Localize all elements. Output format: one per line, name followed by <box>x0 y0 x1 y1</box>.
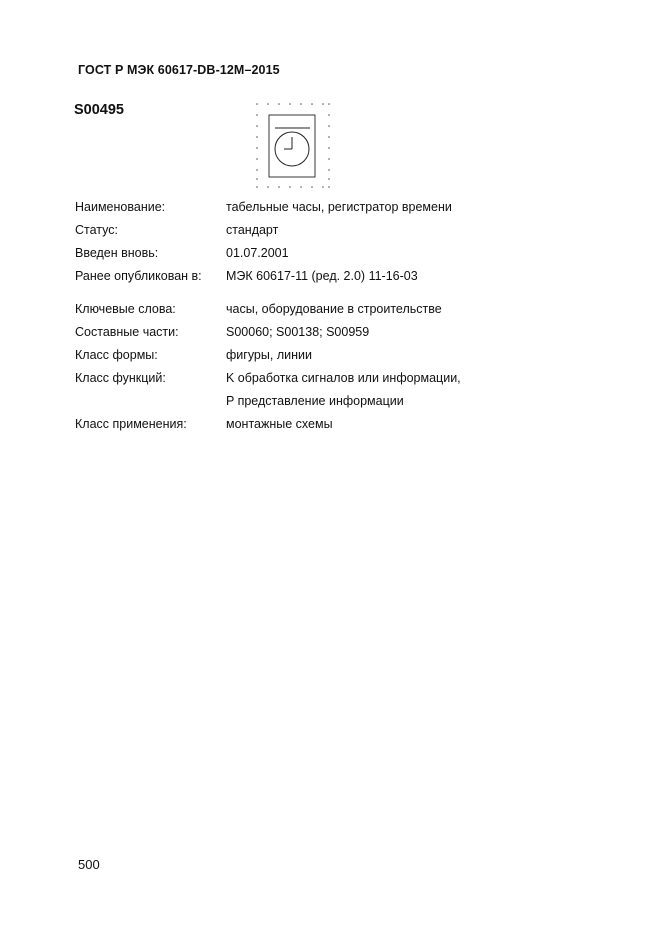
property-label: Статус: <box>75 223 118 237</box>
grid-dots <box>256 103 330 188</box>
property-value: P представление информации <box>226 394 404 408</box>
property-label: Класс формы: <box>75 348 158 362</box>
property-value: монтажные схемы <box>226 417 333 431</box>
property-row-function-class <box>75 367 461 390</box>
property-row-previously-published <box>75 265 461 288</box>
property-label: Составные части: <box>75 325 179 339</box>
property-label <box>75 390 226 413</box>
property-label: Наименование: <box>75 200 166 214</box>
property-label: Класс функций: <box>75 371 166 385</box>
property-row-status <box>75 219 461 242</box>
property-value: 01.07.2001 <box>226 246 289 260</box>
property-value: табельные часы, регистратор времени <box>226 200 452 214</box>
symbol-code: S00495 <box>74 102 124 118</box>
document-header: ГОСТ Р МЭК 60617-DB-12M–2015 <box>78 63 280 77</box>
property-row-application-class <box>75 413 461 436</box>
property-row-function-class-continued <box>75 390 461 413</box>
property-row-name <box>75 196 461 219</box>
symbol-properties <box>75 196 461 436</box>
property-value: K обработка сигналов или информации, <box>226 371 461 385</box>
property-value: часы, оборудование в строительстве <box>226 302 442 316</box>
property-value: фигуры, линии <box>226 348 312 362</box>
property-row-keywords <box>75 298 461 321</box>
property-value: стандарт <box>226 223 279 237</box>
property-value: S00060; S00138; S00959 <box>226 325 370 339</box>
time-clock-symbol-icon <box>253 101 333 189</box>
property-value: МЭК 60617-11 (ред. 2.0) 11-16-03 <box>226 269 418 283</box>
property-label: Класс применения: <box>75 417 187 431</box>
property-label: Ранее опубликован в: <box>75 269 202 283</box>
property-label: Ключевые слова: <box>75 302 176 316</box>
property-row-introduced <box>75 242 461 265</box>
property-row-components <box>75 321 461 344</box>
property-label: Введен вновь: <box>75 246 159 260</box>
property-row-form-class <box>75 344 461 367</box>
page-number: 500 <box>78 857 100 872</box>
